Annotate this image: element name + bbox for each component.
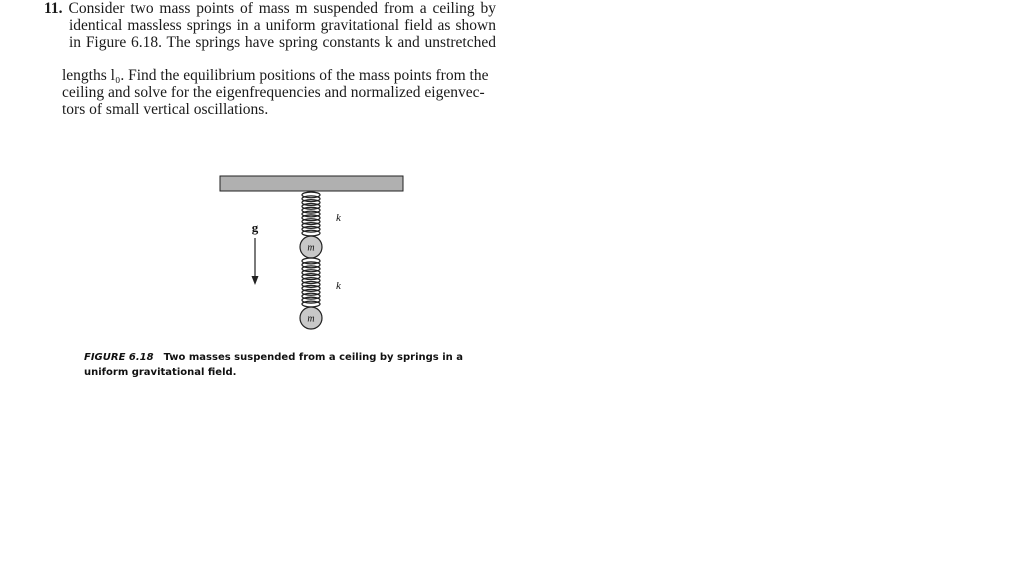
mass-bottom-label: m xyxy=(307,313,315,325)
problem-line xyxy=(44,17,496,34)
spring-coil xyxy=(302,230,320,236)
spring-bottom-label: k xyxy=(336,280,341,292)
ceiling xyxy=(220,176,403,191)
figure-caption xyxy=(84,350,504,380)
problem-line-text: ceiling and solve for the eigenfrequencies and normalized eigenvec- xyxy=(62,84,485,101)
gravity-arrow-icon xyxy=(252,276,259,285)
problem-text xyxy=(44,0,496,118)
spring-mass-figure xyxy=(210,168,420,338)
mass-top-label: m xyxy=(307,242,315,254)
problem-line xyxy=(44,101,496,118)
problem-line-text: lengths l₀. Find the equilibrium positions of the mass points from the xyxy=(62,67,489,84)
problem-line-text: in Figure 6.18. The springs have spring constants k and unstretched xyxy=(69,34,496,51)
spring-top xyxy=(302,192,320,236)
figure-caption-label: FIGURE 6.18 xyxy=(84,352,154,363)
spring-mass-diagram xyxy=(210,168,420,338)
problem-paragraph-2 xyxy=(44,67,496,118)
problem-line xyxy=(44,0,496,17)
problem-line xyxy=(44,84,496,101)
problem-paragraph-1 xyxy=(44,0,496,51)
spring-coil xyxy=(302,301,320,307)
gravity-label: g xyxy=(251,220,259,235)
spring-top-label: k xyxy=(336,212,341,224)
figure-caption-text: Two masses suspended from a ceiling by springs in a uniform gravitational field. xyxy=(84,352,463,378)
problem-line-text: tors of small vertical oscillations. xyxy=(62,101,269,118)
problem-number: 11. xyxy=(44,0,63,17)
problem-line-text: identical massless springs in a uniform gravitational field as shown xyxy=(69,17,496,34)
problem-line xyxy=(44,67,496,84)
spring-bottom xyxy=(302,258,320,307)
problem-line xyxy=(44,34,496,51)
problem-line-text: Consider two mass points of mass m suspended from a ceiling by xyxy=(68,0,496,17)
